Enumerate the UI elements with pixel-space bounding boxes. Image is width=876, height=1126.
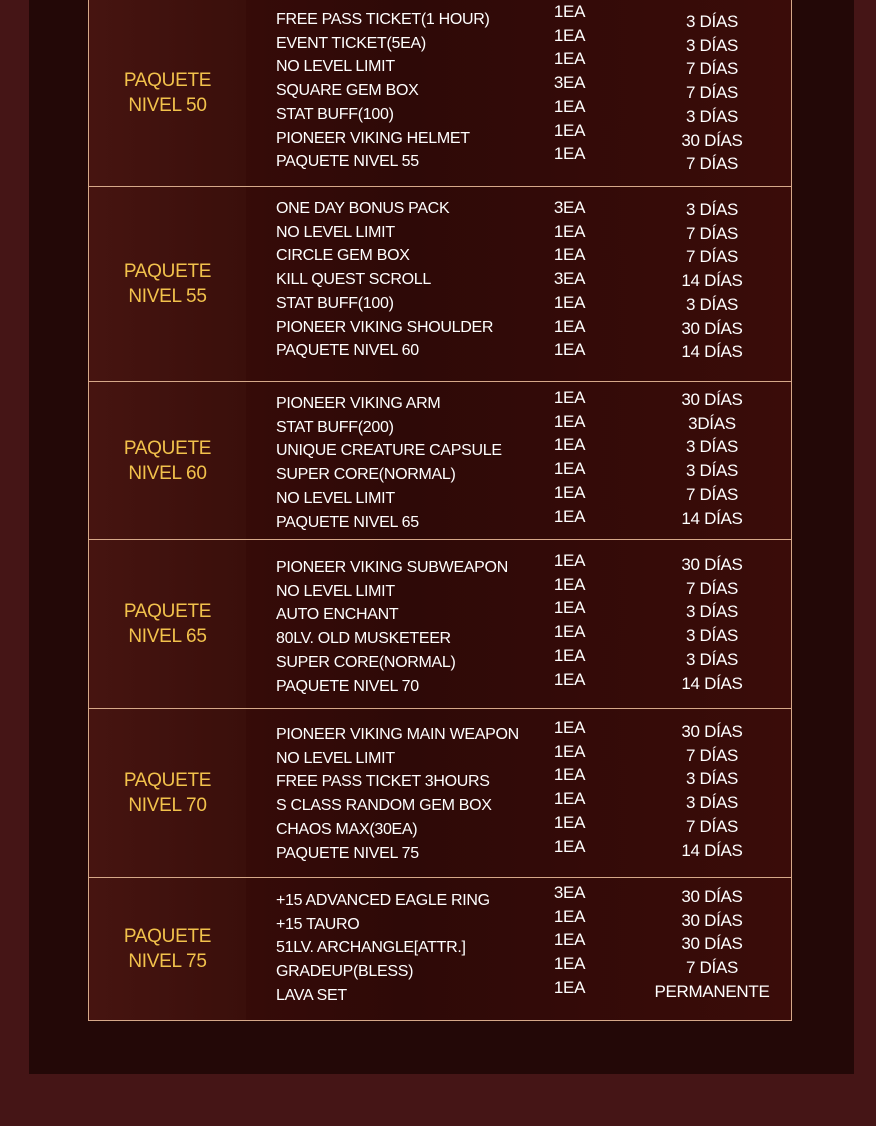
package-item: NO LEVEL LIMIT: [276, 223, 395, 241]
package-item: PIONEER VIKING HELMET: [276, 129, 470, 147]
package-item: +15 ADVANCED EAGLE RING: [276, 892, 490, 909]
item-quantity: 1EA: [553, 718, 586, 737]
package-quantities: [506, 878, 633, 1020]
item-quantity: 3EA: [553, 198, 586, 217]
package-item: PAQUETE NIVEL 75: [276, 844, 419, 862]
item-duration: 30 DÍAS: [681, 555, 743, 574]
item-duration: 7 DÍAS: [685, 247, 739, 267]
package-item: STAT BUFF(200): [276, 418, 394, 436]
package-durations: [633, 382, 791, 539]
package-item: PIONEER VIKING MAIN WEAPON: [276, 726, 519, 743]
item-duration: 3 DÍAS: [685, 793, 739, 813]
package-item: PIONEER VIKING SHOULDER: [276, 318, 494, 336]
item-quantity: 3EA: [553, 883, 586, 902]
item-duration: 14 DÍAS: [681, 840, 743, 860]
item-quantity: 1EA: [553, 598, 586, 618]
item-quantity: 1EA: [553, 411, 586, 431]
package-name: PAQUETE NIVEL 65: [123, 601, 212, 647]
item-quantity: 1EA: [553, 551, 586, 570]
item-duration: 3 DÍAS: [685, 106, 739, 126]
package-items: [246, 878, 506, 1020]
package-name: PAQUETE NIVEL 75: [123, 926, 212, 972]
package-item: 51LV. ARCHANGLE[ATTR.]: [276, 939, 466, 957]
package-item: PAQUETE NIVEL 70: [276, 677, 419, 695]
item-duration: 7 DÍAS: [685, 745, 739, 765]
package-item: FREE PASS TICKET 3HOURS: [276, 773, 490, 791]
package-item: SUPER CORE(NORMAL): [276, 653, 456, 671]
package-quantities: [506, 187, 633, 381]
package-item: AUTO ENCHANT: [276, 606, 399, 624]
item-duration: 3DÍAS: [688, 413, 736, 433]
package-name-cell: [89, 878, 246, 1020]
package-item: 80LV. OLD MUSKETEER: [276, 630, 451, 648]
item-duration: 3 DÍAS: [685, 437, 739, 457]
package-durations: [633, 187, 791, 381]
item-quantity: 1EA: [553, 144, 586, 164]
item-quantity: 3EA: [553, 73, 586, 93]
package-items: [246, 540, 506, 708]
item-duration: 30 DÍAS: [681, 910, 743, 930]
item-duration: 7 DÍAS: [685, 578, 739, 598]
item-quantity: 1EA: [553, 292, 586, 312]
item-duration: 3 DÍAS: [685, 626, 739, 646]
item-duration: 7 DÍAS: [685, 958, 739, 978]
package-items: [246, 187, 506, 381]
item-quantity: 1EA: [553, 482, 586, 502]
package-row: [89, 186, 791, 381]
package-item: UNIQUE CREATURE CAPSULE: [276, 442, 502, 460]
item-quantity: 1EA: [553, 506, 586, 526]
package-item: NO LEVEL LIMIT: [276, 58, 395, 76]
item-quantity: 1EA: [553, 221, 586, 241]
package-durations: [633, 878, 791, 1020]
item-duration: 3 DÍAS: [685, 12, 739, 31]
item-quantity: 1EA: [553, 120, 586, 140]
item-quantity: 1EA: [553, 645, 586, 665]
package-name-cell: [89, 187, 246, 381]
item-duration: 3 DÍAS: [685, 200, 739, 219]
package-item: KILL QUEST SCROLL: [276, 271, 431, 289]
package-name-cell: [89, 0, 246, 186]
item-duration: 7 DÍAS: [685, 223, 739, 243]
package-name-cell: [89, 540, 246, 708]
package-durations: [633, 709, 791, 877]
item-duration: 7 DÍAS: [685, 816, 739, 836]
item-duration: 14 DÍAS: [681, 673, 743, 693]
item-quantity: 1EA: [553, 2, 586, 21]
package-durations: [633, 540, 791, 708]
item-duration: 14 DÍAS: [681, 271, 743, 291]
item-duration: 30 DÍAS: [681, 318, 743, 338]
item-quantity: 1EA: [553, 25, 586, 45]
package-item: STAT BUFF(100): [276, 294, 394, 312]
package-item: S CLASS RANDOM GEM BOX: [276, 797, 492, 815]
item-duration: 30 DÍAS: [681, 887, 743, 906]
item-duration: 30 DÍAS: [681, 130, 743, 150]
item-duration: 30 DÍAS: [681, 934, 743, 954]
item-quantity: 1EA: [553, 459, 586, 479]
item-quantity: 1EA: [553, 906, 586, 926]
item-quantity: 1EA: [553, 49, 586, 69]
item-duration: 30 DÍAS: [681, 722, 743, 741]
package-row: [89, 0, 791, 186]
package-item: GRADEUP(BLESS): [276, 963, 414, 981]
item-quantity: 1EA: [553, 930, 586, 950]
item-duration: 3 DÍAS: [685, 649, 739, 669]
item-duration: 3 DÍAS: [685, 294, 739, 314]
item-quantity: 1EA: [553, 245, 586, 265]
item-duration: 3 DÍAS: [685, 769, 739, 789]
package-quantities: [506, 382, 633, 539]
package-item: NO LEVEL LIMIT: [276, 749, 395, 767]
item-quantity: 1EA: [553, 741, 586, 761]
package-quantities: [506, 540, 633, 708]
item-quantity: 1EA: [553, 669, 586, 689]
package-item: PAQUETE NIVEL 55: [276, 153, 419, 171]
package-item: PIONEER VIKING SUBWEAPON: [276, 559, 508, 576]
item-quantity: 1EA: [553, 96, 586, 116]
package-item: EVENT TICKET(5EA): [276, 34, 426, 52]
package-item: PAQUETE NIVEL 60: [276, 342, 419, 360]
item-quantity: 1EA: [553, 574, 586, 594]
package-item: NO LEVEL LIMIT: [276, 489, 395, 507]
item-duration: 7 DÍAS: [685, 154, 739, 174]
package-item: SQUARE GEM BOX: [276, 82, 419, 100]
package-item: STAT BUFF(100): [276, 105, 394, 123]
package-item: SUPER CORE(NORMAL): [276, 466, 456, 484]
package-row: [89, 381, 791, 539]
item-quantity: 1EA: [553, 340, 586, 360]
item-duration: 3 DÍAS: [685, 35, 739, 55]
item-duration: 7 DÍAS: [685, 59, 739, 79]
package-table: [88, 0, 792, 1021]
item-quantity: 1EA: [553, 977, 586, 997]
item-duration: PERMANENTE: [654, 981, 770, 1001]
package-items: [246, 0, 506, 186]
package-name: PAQUETE NIVEL 50: [123, 70, 212, 116]
package-row: [89, 877, 791, 1020]
item-duration: 7 DÍAS: [685, 83, 739, 103]
item-duration: 3 DÍAS: [685, 602, 739, 622]
item-quantity: 1EA: [553, 765, 586, 785]
package-item: PAQUETE NIVEL 65: [276, 513, 419, 531]
package-row: [89, 708, 791, 877]
package-quantities: [506, 709, 633, 877]
package-name: PAQUETE NIVEL 60: [123, 437, 212, 484]
package-quantities: [506, 0, 633, 186]
package-item: PIONEER VIKING ARM: [276, 395, 441, 412]
item-duration: 14 DÍAS: [681, 508, 743, 528]
package-name-cell: [89, 382, 246, 539]
item-duration: 7 DÍAS: [685, 484, 739, 504]
item-quantity: 3EA: [553, 269, 586, 289]
package-name: PAQUETE NIVEL 55: [123, 261, 212, 307]
item-duration: 14 DÍAS: [681, 342, 743, 362]
item-duration: 30 DÍAS: [681, 390, 743, 409]
item-quantity: 1EA: [553, 954, 586, 974]
package-row: [89, 539, 791, 708]
package-item: LAVA SET: [276, 986, 347, 1004]
package-item: NO LEVEL LIMIT: [276, 582, 395, 600]
package-durations: [633, 0, 791, 186]
package-name: PAQUETE NIVEL 70: [123, 770, 212, 816]
item-quantity: 1EA: [553, 388, 586, 407]
package-items: [246, 382, 506, 539]
item-duration: 3 DÍAS: [685, 461, 739, 481]
item-quantity: 1EA: [553, 435, 586, 455]
package-items: [246, 709, 519, 877]
item-quantity: 1EA: [553, 812, 586, 832]
package-item: CHAOS MAX(30EA): [276, 820, 418, 838]
package-name-cell: [89, 709, 246, 877]
item-quantity: 1EA: [553, 789, 586, 809]
package-item: CIRCLE GEM BOX: [276, 247, 410, 265]
package-item: ONE DAY BONUS PACK: [276, 200, 450, 217]
package-item: +15 TAURO: [276, 915, 360, 933]
item-quantity: 1EA: [553, 622, 586, 642]
item-quantity: 1EA: [553, 836, 586, 856]
item-quantity: 1EA: [553, 316, 586, 336]
package-item: FREE PASS TICKET(1 HOUR): [276, 11, 490, 28]
